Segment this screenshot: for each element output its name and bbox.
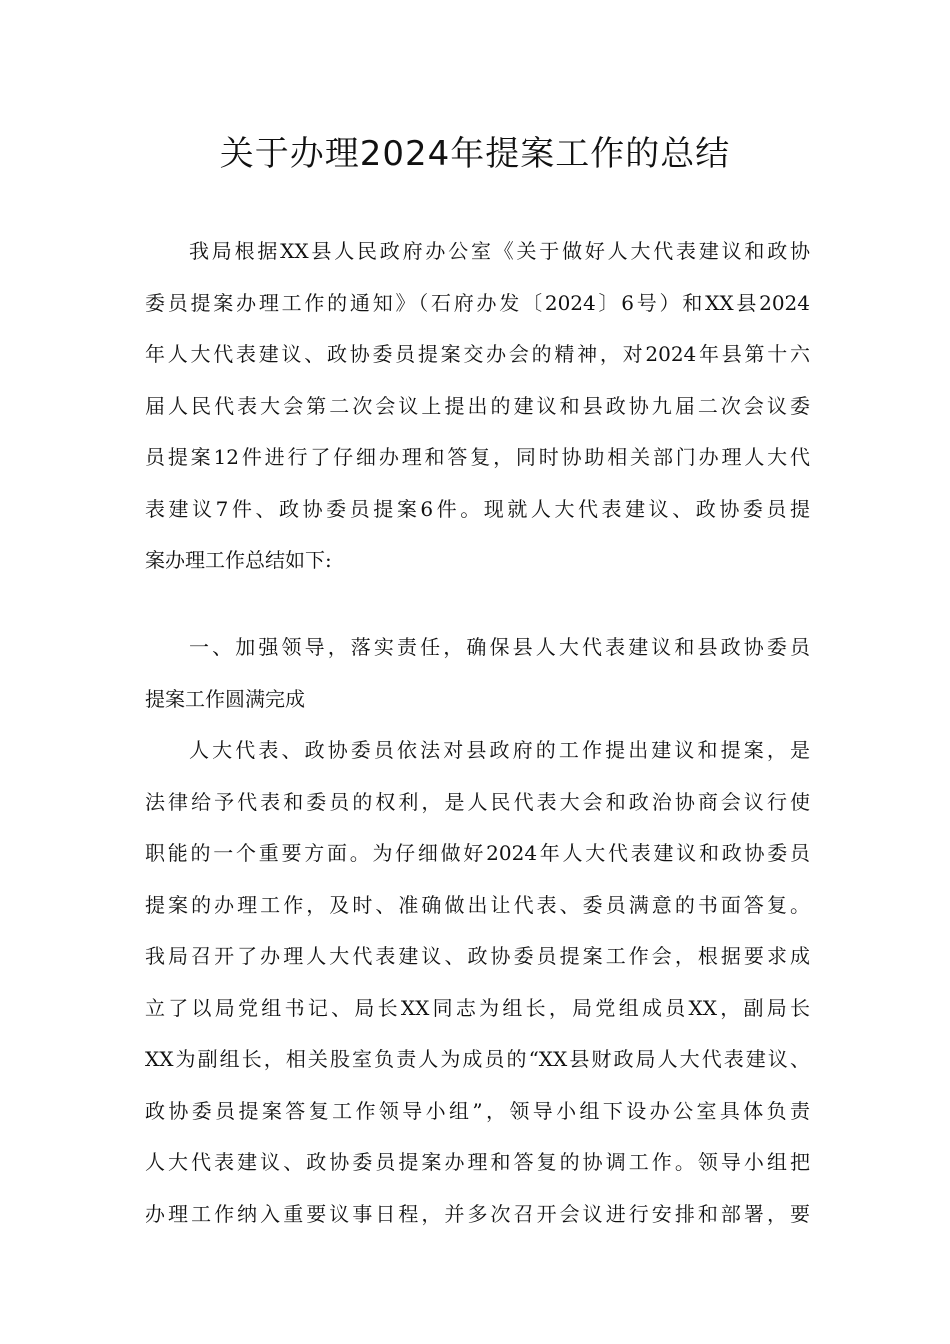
text-line: 届人民代表大会第二次会议上提出的建议和县政协九届二次会议委: [145, 393, 810, 418]
text-line: 员提案12件进行了仔细办理和答复，同时协助相关部门办理人大代: [145, 445, 810, 469]
text-line: 政协委员提案答复工作领导小组”，领导小组下设办公室具体负责: [145, 1098, 810, 1123]
text-line: 职能的一个重要方面。为仔细做好2024年人大代表建议和政协委员: [145, 841, 810, 865]
paragraph-section-1: [145, 725, 810, 1240]
text-line: 办理工作纳入重要议事日程，并多次召开会议进行安排和部署，要: [145, 1201, 810, 1226]
document-title: 关于办理2024年提案工作的总结: [219, 134, 731, 174]
text-line: 提案的办理工作，及时、准确做出让代表、委员满意的书面答复。: [145, 892, 810, 917]
text-line: 表建议7件、政协委员提案6件。现就人大代表建议、政协委员提: [145, 496, 810, 521]
section-heading-1: [145, 622, 810, 725]
text-line: 案办理工作总结如下:: [145, 548, 332, 572]
text-line: 法律给予代表和委员的权利，是人民代表大会和政治协商会议行使: [145, 789, 810, 814]
text-line: 我局根据XX县人民政府办公室《关于做好人大代表建议和政协: [189, 239, 810, 263]
text-line: 我局召开了办理人大代表建议、政协委员提案工作会，根据要求成: [145, 944, 810, 968]
text-line: 人大代表、政协委员依法对县政府的工作提出建议和提案，是: [189, 738, 810, 762]
heading-line: 提案工作圆满完成: [145, 686, 305, 711]
text-line: 委员提案办理工作的通知》（石府办发〔2024〕6号）和XX县2024: [145, 290, 810, 315]
heading-line: 一、加强领导，落实责任，确保县人大代表建议和县政协委员: [189, 635, 810, 659]
text-line: XX为副组长，相关股室负责人为成员的“XX县财政局人大代表建议、: [145, 1047, 810, 1071]
paragraph-intro: [145, 226, 810, 587]
text-line: 年人大代表建议、政协委员提案交办会的精神，对2024年县第十六: [145, 342, 810, 366]
text-line: 人大代表建议、政协委员提案办理和答复的协调工作。领导小组把: [145, 1150, 810, 1174]
text-line: 立了以局党组书记、局长XX同志为组长，局党组成员XX，副局长: [145, 995, 810, 1020]
